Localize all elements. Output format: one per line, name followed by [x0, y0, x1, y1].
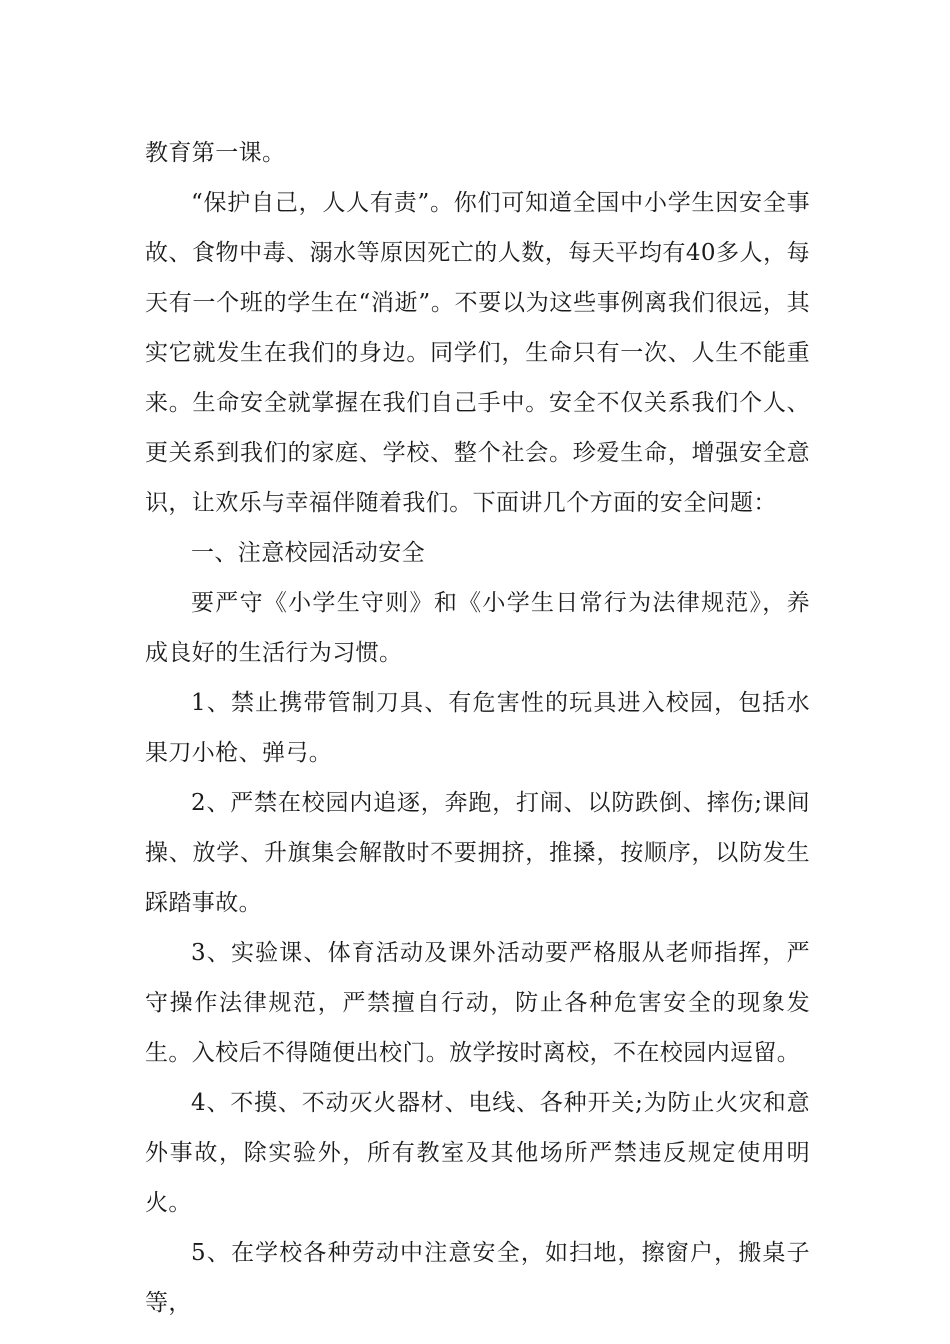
- document-body: [145, 128, 810, 1328]
- paragraph-3: 要严守《小学生守则》和《小学生日常行为法律规范》，养成良好的生活行为习惯。: [145, 590, 810, 666]
- paragraph-1: 教育第一课。: [145, 140, 286, 166]
- rule-item-2: 2、严禁在校园内追逐，奔跑，打闹、以防跌倒、摔伤;课间操、放学、升旗集会解散时不要拥挤，推搡，按顺序，以防发生踩踏事故。: [145, 790, 810, 916]
- paragraph-2: “保护自己，人人有责”。你们可知道全国中小学生因安全事故、食物中毒、溺水等原因死亡的人数，每天平均有40多人，每天有一个班的学生在“消逝”。不要以为这些事例离我们很远，其实它就发生在我们的身边。同学们，生命只有一次、人生不能重来。生命安全就掌握在我们自己手中。安全不仅关系我们个人、更关系到我们的家庭、学校、整个社会。珍爱生命，增强安全意识，让欢乐与幸福伴随着我们。下面讲几个方面的安全问题：: [145, 190, 810, 516]
- section-heading: 一、注意校园活动安全: [191, 540, 425, 566]
- rule-item-3: 3、实验课、体育活动及课外活动要严格服从老师指挥，严守操作法律规范，严禁擅自行动，防止各种危害安全的现象发生。入校后不得随便出校门。放学按时离校，不在校园内逗留。: [145, 940, 810, 1066]
- rule-item-1: 1、禁止携带管制刀具、有危害性的玩具进入校园，包括水果刀小枪、弹弓。: [145, 690, 810, 766]
- rule-item-4: 4、不摸、不动灭火器材、电线、各种开关;为防止火灾和意外事故，除实验外，所有教室及其他场所严禁违反规定使用明火。: [145, 1090, 810, 1216]
- rule-item-5: 5、在学校各种劳动中注意安全，如扫地，擦窗户，搬桌子等，: [145, 1240, 810, 1316]
